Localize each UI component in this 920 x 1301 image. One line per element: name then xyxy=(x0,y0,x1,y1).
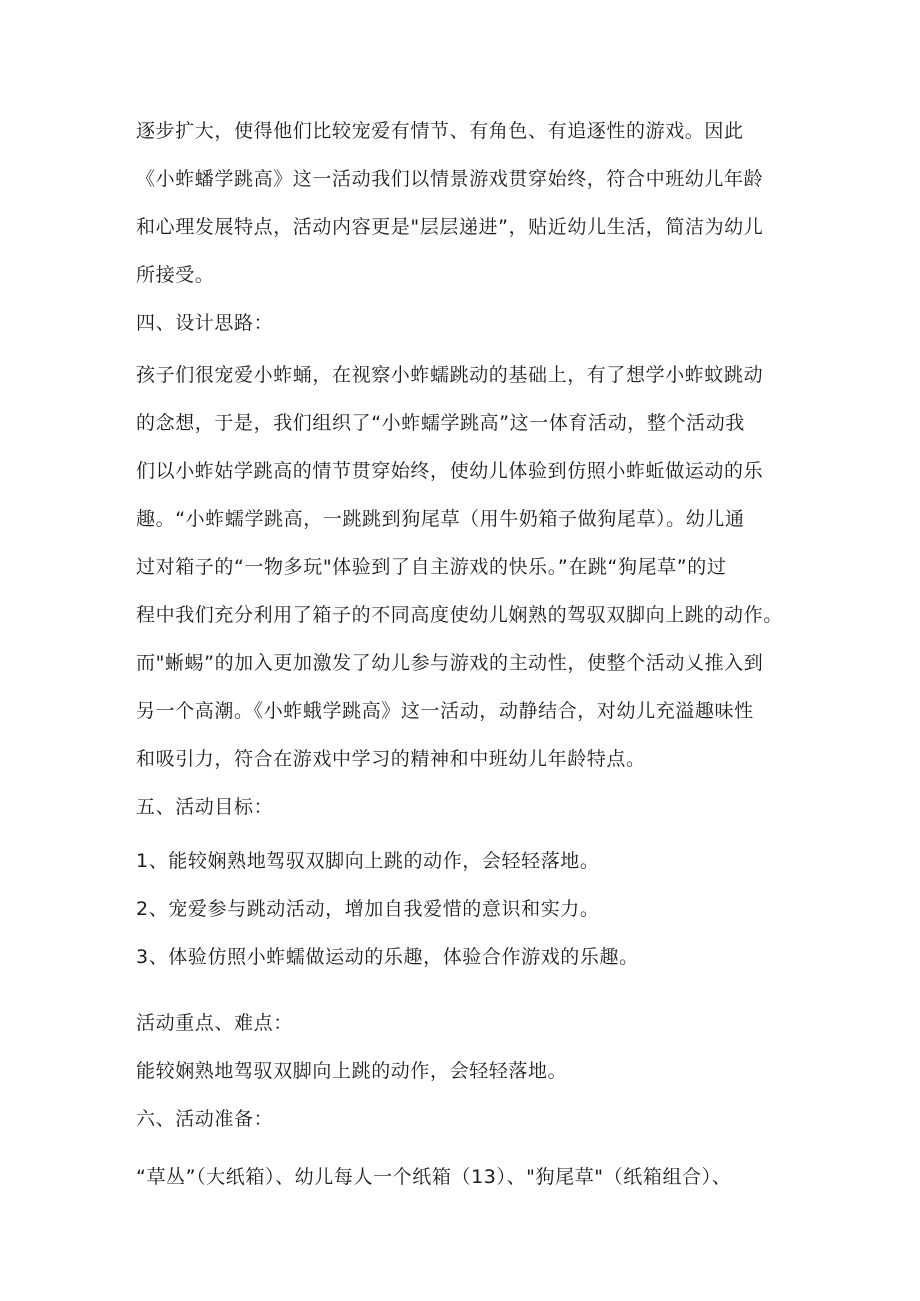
body-text-line: 过对箱子的“一物多玩"体验到了自主游戏的快乐。”在跳“狗尾草”的过 xyxy=(136,556,727,578)
body-text-line: 能较娴熟地驾驭双脚向上跳的动作，会轻轻落地。 xyxy=(136,1060,568,1082)
body-text-line: “草丛”（大纸箱）、幼儿每人一个纸箱（13）、"狗尾草"（纸箱组合）、 xyxy=(136,1166,732,1188)
section-heading: 活动重点、难点： xyxy=(136,1012,293,1034)
body-text-line: 和吸引力，符合在游戏中学习的精神和中班幼儿年龄特点。 xyxy=(136,748,646,770)
body-text-line: 们以小蚱姑学跳高的情节贯穿始终，使幼儿体验到仿照小蚱蚯做运动的乐 xyxy=(136,460,764,482)
body-text-line: 另一个高潮。《小蚱蛾学跳高》这一活动，动静结合，对幼儿充溢趣味性 xyxy=(136,700,754,722)
section-heading: 四、设计思路： xyxy=(136,312,274,334)
section-heading: 五、活动目标： xyxy=(136,796,274,818)
list-item: 1、能较娴熟地驾驭双脚向上跳的动作，会轻轻落地。 xyxy=(136,850,600,872)
section-heading: 六、活动准备： xyxy=(136,1108,274,1130)
body-text-line: 《小蚱蟠学跳高》这一活动我们以情景游戏贯穿始终，符合中班幼儿年龄 xyxy=(136,168,764,190)
list-item: 3、体验仿照小蚱蠕做运动的乐趣，体验合作游戏的乐趣。 xyxy=(136,946,639,968)
body-text-line: 孩子们很宠爱小蚱蛹，在视察小蚱蠕跳动的基础上，有了想学小蚱蚊跳动 xyxy=(136,364,764,386)
body-text-line: 趣。“小蚱蠕学跳高，一跳跳到狗尾草（用牛奶箱子做狗尾草）。幼儿通 xyxy=(136,508,745,530)
body-text-line: 而"蜥蜴”的加入更加激发了幼儿参与游戏的主动性，使整个活动乂推入到 xyxy=(136,652,764,674)
body-text-line: 逐步扩大，使得他们比较宠爱有情节、有角色、有追逐性的游戏。因此 xyxy=(136,120,744,142)
body-text-line: 所接受。 xyxy=(136,264,215,286)
body-text-line: 的念想，于是，我们组织了“小蚱蠕学跳高”这一体育活动，整个活动我 xyxy=(136,412,745,434)
list-item: 2、宠爱参与跳动活动，增加自我爱惜的意识和实力。 xyxy=(136,898,600,920)
body-text-line: 和心理发展特点，活动内容更是"层层递进”，贴近幼儿生活，简洁为幼儿 xyxy=(136,216,764,238)
body-text-line: 程中我们充分利用了箱子的不同高度使幼儿娴熟的驾驭双脚向上跳的动作。 xyxy=(136,604,783,626)
